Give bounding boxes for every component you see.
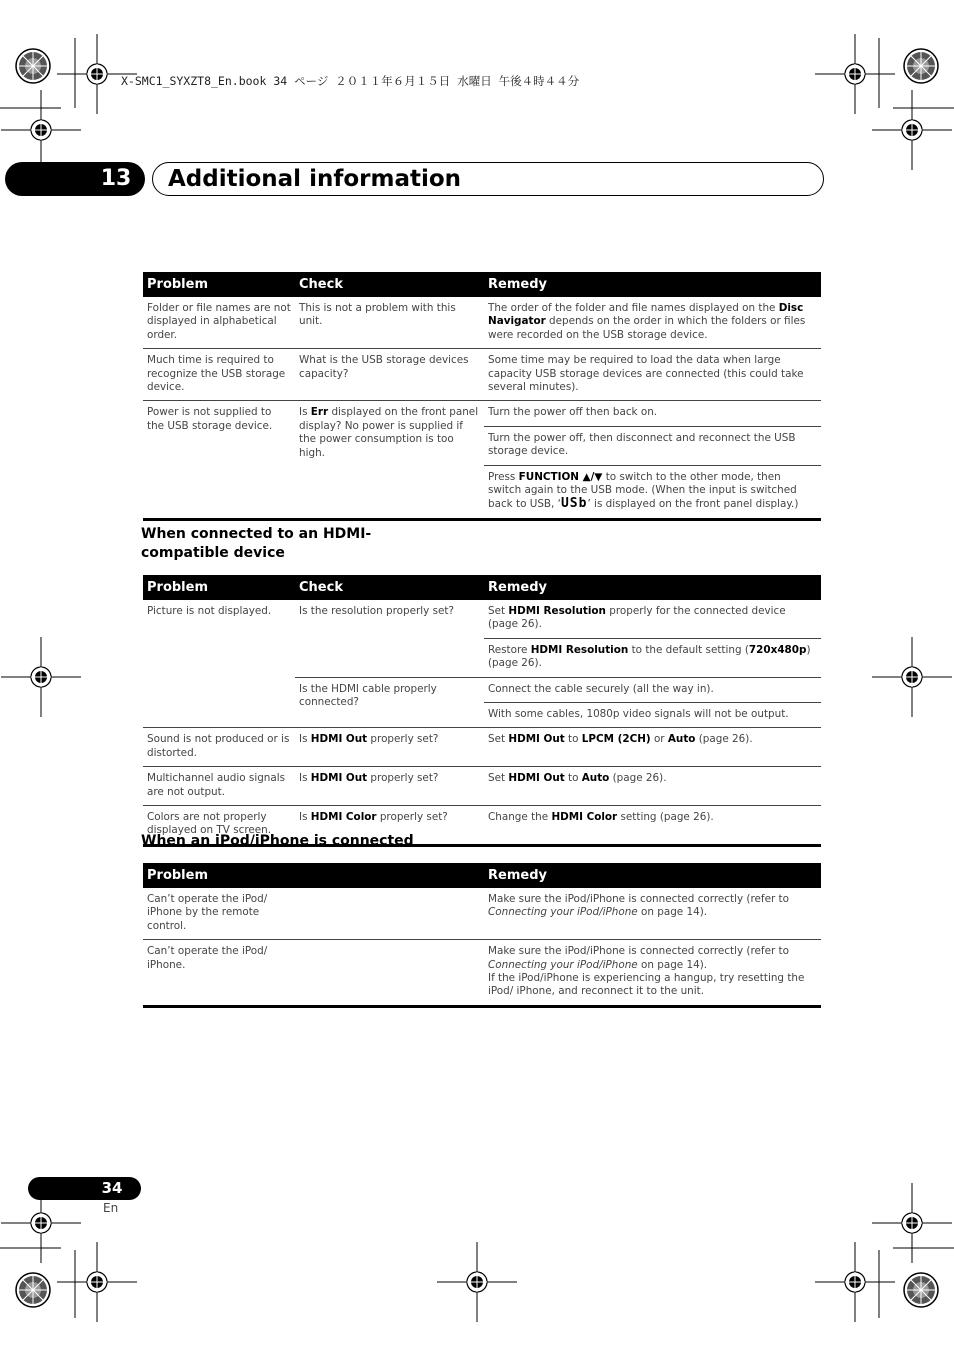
remedy-cell: Make sure the iPod/iPhone is connected correctly (refer to Connecting your iPod/iPhone on page 14). If the iPod/iPhone is experiencing a hangup, try resetting the iPod/ iPhone, and reconnect it to the unit.: [484, 940, 821, 1007]
header-problem: Problem: [143, 575, 295, 600]
chapter-title: Additional information: [168, 166, 462, 192]
remedy-cell: With some cables, 1080p video signals will not be output.: [484, 703, 821, 728]
section-heading-hdmi: When connected to an HDMI-compatible device: [141, 526, 372, 561]
header-check: Check: [295, 575, 484, 600]
check-cell: Is the HDMI cable properly connected?: [295, 677, 484, 728]
remedy-cell: Connect the cable securely (all the way in).: [484, 677, 821, 702]
page-language: En: [103, 1201, 119, 1215]
table-row: [143, 888, 821, 940]
check-cell: Is HDMI Color properly set?: [295, 806, 484, 846]
problem-cell: Sound is not produced or is distorted.: [143, 728, 295, 767]
header-problem: Problem: [143, 863, 484, 888]
table-header-row: [143, 575, 821, 600]
header-remedy: Remedy: [484, 272, 821, 297]
problem-cell: Multichannel audio signals are not output.: [143, 767, 295, 806]
remedy-cell: Restore HDMI Resolution to the default setting (720x480p) (page 26).: [484, 638, 821, 677]
check-cell: What is the USB storage devices capacity?: [295, 349, 484, 401]
problem-cell: Folder or file names are not displayed in alphabetical order.: [147, 302, 291, 341]
chapter-number: 13: [100, 166, 132, 191]
remedy-cell: The order of the folder and file names displayed on the Disc Navigator depends on the order in which the folders or files were recorded on the USB storage device.: [488, 302, 806, 341]
remedy-cell: Press FUNCTION ▲/▼ to switch to the other mode, then switch again to the USB mode. (When the input is switched back to USB, ‘USb’ is displayed on the front panel display.): [484, 465, 821, 519]
header-check: Check: [295, 272, 484, 297]
remedy-cell: Turn the power off, then disconnect and reconnect the USB storage device.: [484, 426, 821, 465]
check-cell: This is not a problem with this unit.: [299, 302, 456, 328]
usb-troubleshooting-table: [143, 272, 821, 521]
table-row: [143, 297, 821, 349]
check-cell: Is the resolution properly set?: [299, 605, 455, 617]
problem-cell: Colors are not properly displayed on TV screen.: [143, 806, 295, 846]
table-row: [143, 349, 821, 401]
problem-cell: Can’t operate the iPod/ iPhone.: [143, 940, 484, 1007]
ipod-troubleshooting-table: [143, 863, 821, 1008]
table-row: [143, 600, 821, 638]
check-cell: Is HDMI Out properly set?: [295, 728, 484, 767]
remedy-cell: Some time may be required to load the data when large capacity USB storage devices are connected (this could take several minutes).: [484, 349, 821, 401]
remedy-cell: Turn the power off then back on.: [484, 401, 821, 426]
header-problem: Problem: [143, 272, 295, 297]
check-cell: Is HDMI Out properly set?: [295, 767, 484, 806]
header-remedy: Remedy: [484, 863, 821, 888]
remedy-cell: Make sure the iPod/iPhone is connected correctly (refer to Connecting your iPod/iPhone on page 14).: [488, 893, 789, 919]
header-remedy: Remedy: [484, 575, 821, 600]
hdmi-troubleshooting-table: [143, 575, 821, 847]
page-number: 34: [101, 1179, 123, 1197]
table-header-row: [143, 863, 821, 888]
problem-cell: Power is not supplied to the USB storage device.: [143, 401, 295, 519]
remedy-cell: Change the HDMI Color setting (page 26).: [484, 806, 821, 846]
problem-cell: Much time is required to recognize the USB storage device.: [143, 349, 295, 401]
problem-cell: Picture is not displayed.: [147, 605, 272, 617]
usb-display-glyph: USb: [560, 496, 588, 512]
remedy-cell: Set HDMI Out to Auto (page 26).: [484, 767, 821, 806]
table-header-row: [143, 272, 821, 297]
check-cell: Is Err displayed on the front panel display? No power is supplied if the power consumption is too high.: [295, 401, 484, 519]
problem-cell: Can’t operate the iPod/ iPhone by the remote control.: [147, 893, 268, 932]
table-row: [143, 940, 821, 1007]
table-row: [143, 767, 821, 806]
remedy-cell: Set HDMI Resolution properly for the connected device (page 26).: [488, 605, 786, 631]
table-row: [143, 728, 821, 767]
print-file-header: X-SMC1_SYXZT8_En.book 34 ページ ２０１１年６月１５日 水曜日 午後４時４４分: [121, 74, 580, 88]
remedy-cell: Set HDMI Out to LPCM (2CH) or Auto (page 26).: [484, 728, 821, 767]
section-heading-ipod: When an iPod/iPhone is connected: [141, 833, 414, 849]
table-row: [143, 401, 821, 426]
